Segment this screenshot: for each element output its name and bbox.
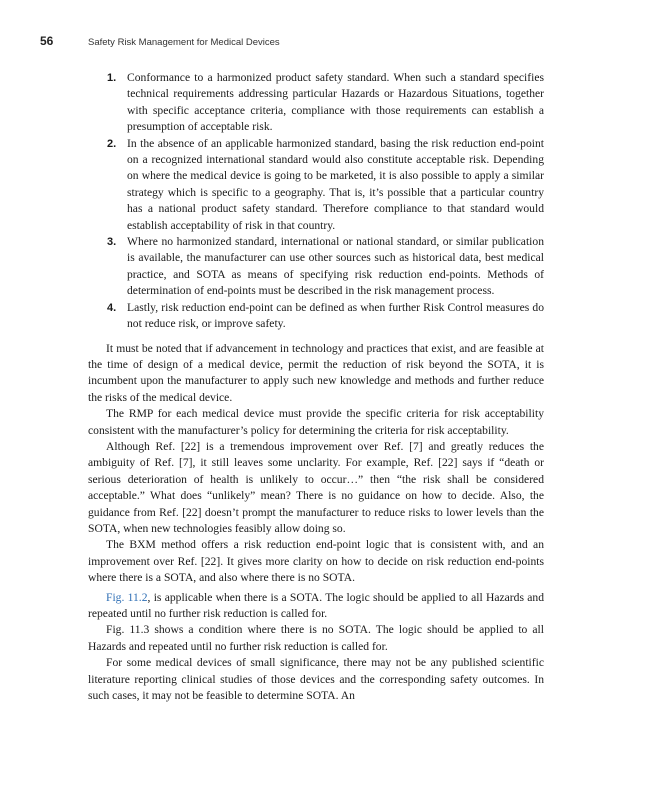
list-number: 3. <box>107 236 117 249</box>
paragraph-ref-comparison: Although Ref. [22] is a tremendous improvement over Ref. [7] and greatly reduces the ambiguity of Ref. [7], it still leaves some unclarity. For example, Ref. [22] says if “death or serious deterioration of health is unlikely to occur…” then “the risk shall be considered acceptable.” What does “unlikely” mean? There is no guidance on how to decide. Also, the guidance from Ref. [22] doesn’t prompt the manufacturer to reduce risks to lower levels than the SOTA, when new technologies feasibly allow doing so. <box>88 439 544 535</box>
list-item <box>88 300 544 333</box>
list-number: 2. <box>107 137 117 150</box>
list-number: 4. <box>107 301 117 314</box>
end-point-criteria-list <box>88 70 544 333</box>
list-number: 1. <box>107 72 117 84</box>
list-item-text: In the absence of an applicable harmonized standard, basing the risk reduction end-point on a recognized international standard would also constitute acceptable risk. Depending on where the medical device is going to be marketed, it is also possible to apply a similar strategy which is specific to a geography. That is, it’s possible that a particular country has a national product safety standard. Therefore compliance to that standard would establish acceptability of risk in that country. <box>127 136 544 232</box>
body-text <box>88 70 544 704</box>
paragraph-fig-11-2 <box>88 590 544 623</box>
paragraph-bxm-method: The BXM method offers a risk reduction end-point logic that is consistent with, and an improvement over Ref. [22]. It gives more clarity on how to decide on risk reduction end-points where there is a SOTA, and also where there is no SOTA. <box>88 538 544 585</box>
paragraph-rmp-criteria: The RMP for each medical device must provide the specific criteria for risk acceptability consistent with the manufacturer’s policy for determining the criteria for risk acceptability. <box>88 407 544 437</box>
list-item-text: Conformance to a harmonized product safety standard. When such a standard specifies technical requirements addressing particular Hazards or Hazardous Situations, together with specific acceptance criteria, compliance with those requirements can establish a presumption of acceptable risk. <box>127 71 544 134</box>
figure-link-11-2[interactable]: Fig. 11.2 <box>106 590 148 604</box>
page-number: 56 <box>40 34 54 48</box>
list-item <box>88 70 544 136</box>
running-title: Safety Risk Management for Medical Devices <box>88 37 280 48</box>
list-item-text: Where no harmonized standard, international or national standard, or similar publication is available, the manufacturer can use other sources such as historical data, best medical practice, and SOTA as means of specifying risk reduction end-points. Methods of determination of end-points must be described in the risk management process. <box>127 235 544 298</box>
paragraph-small-devices: For some medical devices of small significance, there may not be any published scientific literature reporting clinical studies of those devices and the corresponding safety outcomes. In such cases, it may not be feasible to determine SOTA. An <box>88 656 544 703</box>
paragraph-fig-11-2-text: , is applicable when there is a SOTA. The logic should be applied to all Hazards and repeated until no further risk reduction is called for. <box>88 590 544 620</box>
paragraph-fig-11-3: Fig. 11.3 shows a condition where there is no SOTA. The logic should be applied to all Hazards and repeated until no further risk reduction is called for. <box>88 623 544 653</box>
page-header <box>40 34 648 50</box>
list-item-text: Lastly, risk reduction end-point can be defined as when further Risk Control measures do not reduce risk, or improve safety. <box>127 300 544 331</box>
paragraph-sota-advancement: It must be noted that if advancement in technology and practices that exist, and are feasible at the time of design of a medical device, permit the reduction of risk beyond the SOTA, it is incumbent upon the manufacturer to apply such new knowledge and methods and further reduce the risks of the medical device. <box>88 341 544 404</box>
list-item <box>88 234 544 300</box>
list-item <box>88 136 544 234</box>
